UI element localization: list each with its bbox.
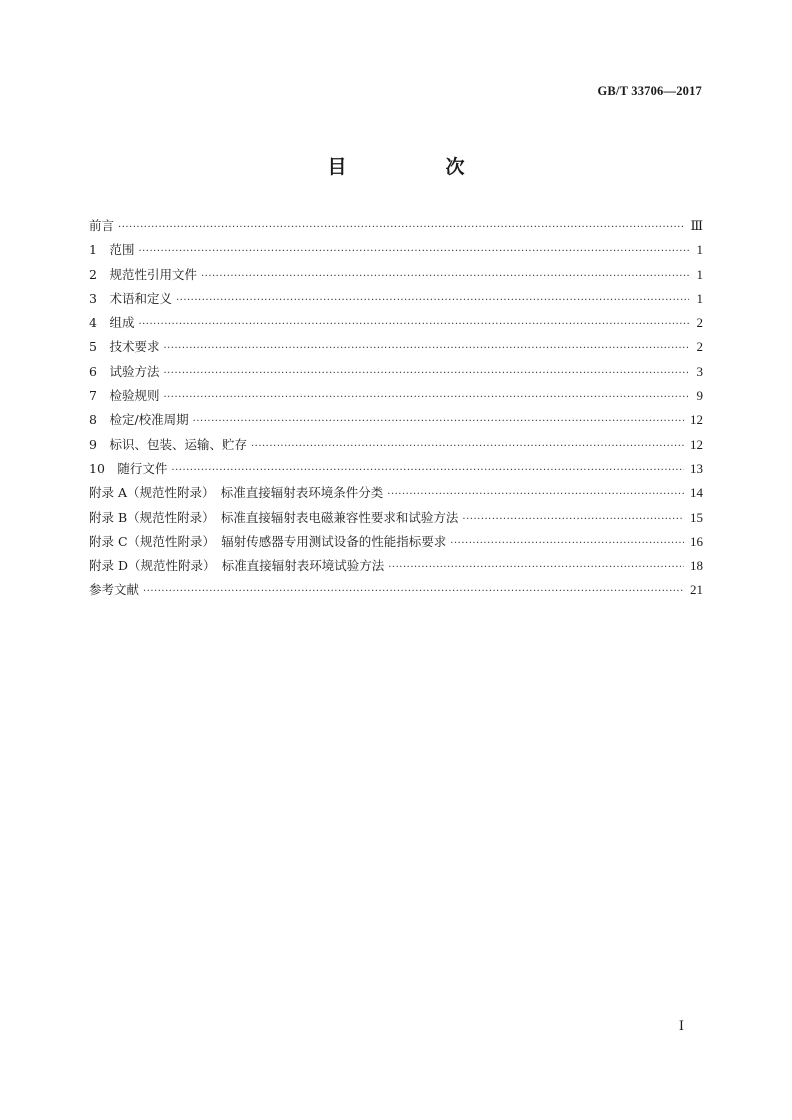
toc-entry-marking-packaging[interactable]: [89, 433, 703, 457]
table-of-contents: [89, 214, 703, 603]
toc-entry-label: 附录 C（规范性附录） 辐射传感器专用测试设备的性能指标要求: [89, 533, 447, 549]
toc-entry-label: 3 术语和定义: [89, 290, 172, 306]
toc-leader-dots: [163, 362, 689, 386]
toc-entry-page: 2: [696, 339, 703, 355]
toc-entry-page: 18: [690, 558, 703, 574]
toc-leader-dots: [138, 313, 689, 337]
toc-leader-dots: [193, 410, 684, 434]
toc-entry-inspection-rules[interactable]: [89, 384, 703, 408]
standard-code: GB/T 33706—2017: [597, 84, 702, 98]
toc-entry-label: 5 技术要求: [89, 339, 160, 355]
toc-entry-page: 1: [696, 266, 703, 282]
toc-entry-scope[interactable]: [89, 238, 703, 262]
toc-leader-dots: [176, 289, 689, 313]
toc-entry-label: 6 试验方法: [89, 363, 160, 379]
toc-entry-annex-c[interactable]: [89, 530, 703, 554]
toc-entry-label: 1 范围: [89, 242, 135, 258]
toc-entry-annex-b[interactable]: [89, 506, 703, 530]
toc-entry-page: 16: [690, 533, 703, 549]
toc-leader-dots: [387, 483, 684, 507]
toc-entry-page: 2: [696, 315, 703, 331]
page-number: Ⅰ: [678, 1018, 684, 1033]
toc-entry-annex-a[interactable]: [89, 481, 703, 505]
toc-leader-dots: [138, 240, 689, 264]
toc-entry-label: 9 标识、包装、运输、贮存: [89, 436, 247, 452]
toc-entry-technical-requirements[interactable]: [89, 335, 703, 359]
toc-entry-label: 8 检定/校准周期: [89, 412, 189, 428]
toc-entry-page: 9: [696, 388, 703, 404]
toc-entry-label: 10 随行文件: [89, 460, 168, 476]
toc-entry-label: 前言: [89, 218, 115, 233]
toc-entry-page: 15: [690, 509, 703, 525]
toc-leader-dots: [450, 532, 684, 556]
toc-entry-page: 21: [690, 582, 703, 598]
page-title: 目 次: [327, 156, 505, 178]
toc-entry-page: 12: [690, 412, 703, 428]
toc-leader-dots: [251, 435, 684, 459]
toc-entry-composition[interactable]: [89, 311, 703, 335]
toc-entry-page: 13: [690, 460, 703, 476]
toc-leader-dots: [143, 580, 684, 604]
toc-entry-page: Ⅲ: [690, 218, 703, 233]
toc-entry-accompanying-documents[interactable]: [89, 457, 703, 481]
toc-entry-page: 14: [690, 485, 703, 501]
toc-leader-dots: [462, 508, 684, 532]
toc-entry-page: 1: [696, 242, 703, 258]
toc-entry-bibliography[interactable]: [89, 578, 703, 602]
toc-entry-label: 附录 D（规范性附录） 标准直接辐射表环境试验方法: [89, 558, 385, 574]
toc-leader-dots: [201, 265, 689, 289]
toc-leader-dots: [118, 216, 684, 240]
toc-leader-dots: [388, 556, 684, 580]
toc-entry-annex-d[interactable]: [89, 554, 703, 578]
toc-entry-label: 参考文献: [89, 582, 140, 598]
toc-entry-terms-definitions[interactable]: [89, 287, 703, 311]
toc-entry-page: 12: [690, 436, 703, 452]
toc-entry-page: 3: [696, 363, 703, 379]
toc-entry-label: 4 组成: [89, 315, 135, 331]
toc-entry-label: 7 检验规则: [89, 388, 160, 404]
toc-leader-dots: [171, 459, 684, 483]
toc-entry-test-methods[interactable]: [89, 360, 703, 384]
toc-leader-dots: [163, 337, 689, 361]
toc-entry-page: 1: [696, 290, 703, 306]
toc-entry-normative-references[interactable]: [89, 263, 703, 287]
toc-leader-dots: [163, 386, 689, 410]
toc-entry-calibration-period[interactable]: [89, 408, 703, 432]
toc-entry-label: 2 规范性引用文件: [89, 266, 197, 282]
toc-entry-label: 附录 A（规范性附录） 标准直接辐射表环境条件分类: [89, 485, 384, 501]
toc-entry-label: 附录 B（规范性附录） 标准直接辐射表电磁兼容性要求和试验方法: [89, 509, 459, 525]
toc-entry-foreword[interactable]: [89, 214, 703, 238]
